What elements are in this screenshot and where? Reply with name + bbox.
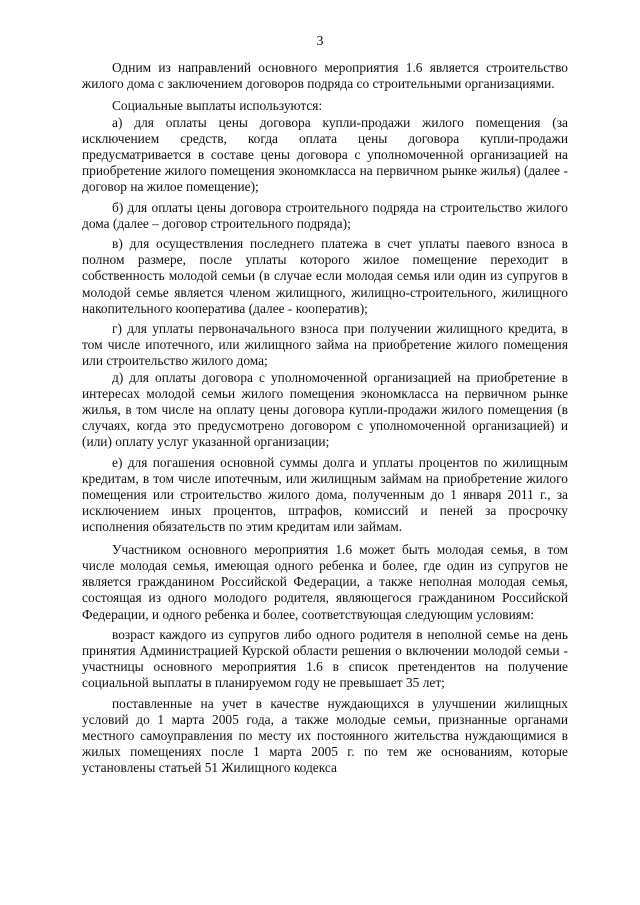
paragraph-payments-intro: Социальные выплаты используются: bbox=[112, 98, 323, 114]
document-body bbox=[82, 60, 568, 777]
paragraph-age-condition: возраст каждого из супругов либо одного родителя в неполной семье на день принятия Администрацией Курской области решения о включении молодой семьи - участницы основного мероприятия 1.6 в список претендентов на получение социальной выплаты в планируемом году не превышает 35 лет; bbox=[82, 626, 568, 691]
paragraph-item-e: е) для погашения основной суммы долга и уплаты процентов по жилищным кредитам, в том числе ипотечным, или жилищным займам на приобретение жилого помещения или строительство жилого дома, полученным до 1 января 2011 г., за исключением иных процентов, штрафов, комиссий и пеней за просрочку исполнения обязательств по этим кредитам или займам. bbox=[82, 454, 568, 535]
paragraph-participant: Участником основного мероприятия 1.6 может быть молодая семья, в том числе молодая семья, имеющая одного ребенка и более, где один из супругов не является гражданином Российской Федерации, а также неполная молодая семья, состоящая из одного молодого родителя, являющегося гражданином Российской Федерации, и одного ребенка и более, соответствующая следующим условиям: bbox=[82, 541, 568, 622]
paragraph-registration-condition: поставленные на учет в качестве нуждающихся в улучшении жилищных условий до 1 марта 2005 года, а также молодые семьи, признанные органами местного самоуправления по месту их постоянного жительства нуждающимися в жилых помещениях после 1 марта 2005 г. по тем же основаниям, которые установлены статьей 51 Жилищного кодекса bbox=[82, 695, 568, 776]
paragraph-item-g: г) для уплаты первоначального взноса при получении жилищного кредита, в том числе ипотечного, или жилищного займа на приобретение жилого помещения или строительство жилого дома; bbox=[82, 321, 568, 369]
paragraph-item-b: б) для оплаты цены договора строительного подряда на строительство жилого дома (далее – договор строительного подряда); bbox=[82, 199, 568, 231]
paragraph-main-direction: Одним из направлений основного мероприятия 1.6 является строительство жилого дома с заключением договоров подряда со строительными организациями. bbox=[82, 60, 568, 92]
paragraph-item-d: д) для оплаты договора с уполномоченной организацией на приобретение в интересах молодой семьи жилого помещения экономкласса на первичном рынке жилья, в том числе на оплату цены договора купли-продажи жилого помещения (в случаях, когда это предусмотрено договором с уполномоченной организацией) и (или) оплату услуг указанной организации; bbox=[82, 369, 568, 450]
page-number: 3 bbox=[316, 34, 324, 49]
paragraph-item-a: а) для оплаты цены договора купли-продажи жилого помещения (за исключением средств, когда оплата цены договора купли-продажи предусматривается в составе цены договора с уполномоченной организацией на приобретение жилого помещения экономкласса на первичном рынке жилья) (далее - договор на жилое помещение); bbox=[82, 114, 568, 195]
paragraph-item-v: в) для осуществления последнего платежа в счет уплаты паевого взноса в полном размере, после уплаты которого жилое помещение переходит в собственность молодой семьи (в случае если молодая семья или один из супругов в молодой семье является членом жилищного, жилищно-строительного, жилищного накопительного кооператива (далее - кооператив); bbox=[82, 236, 568, 316]
